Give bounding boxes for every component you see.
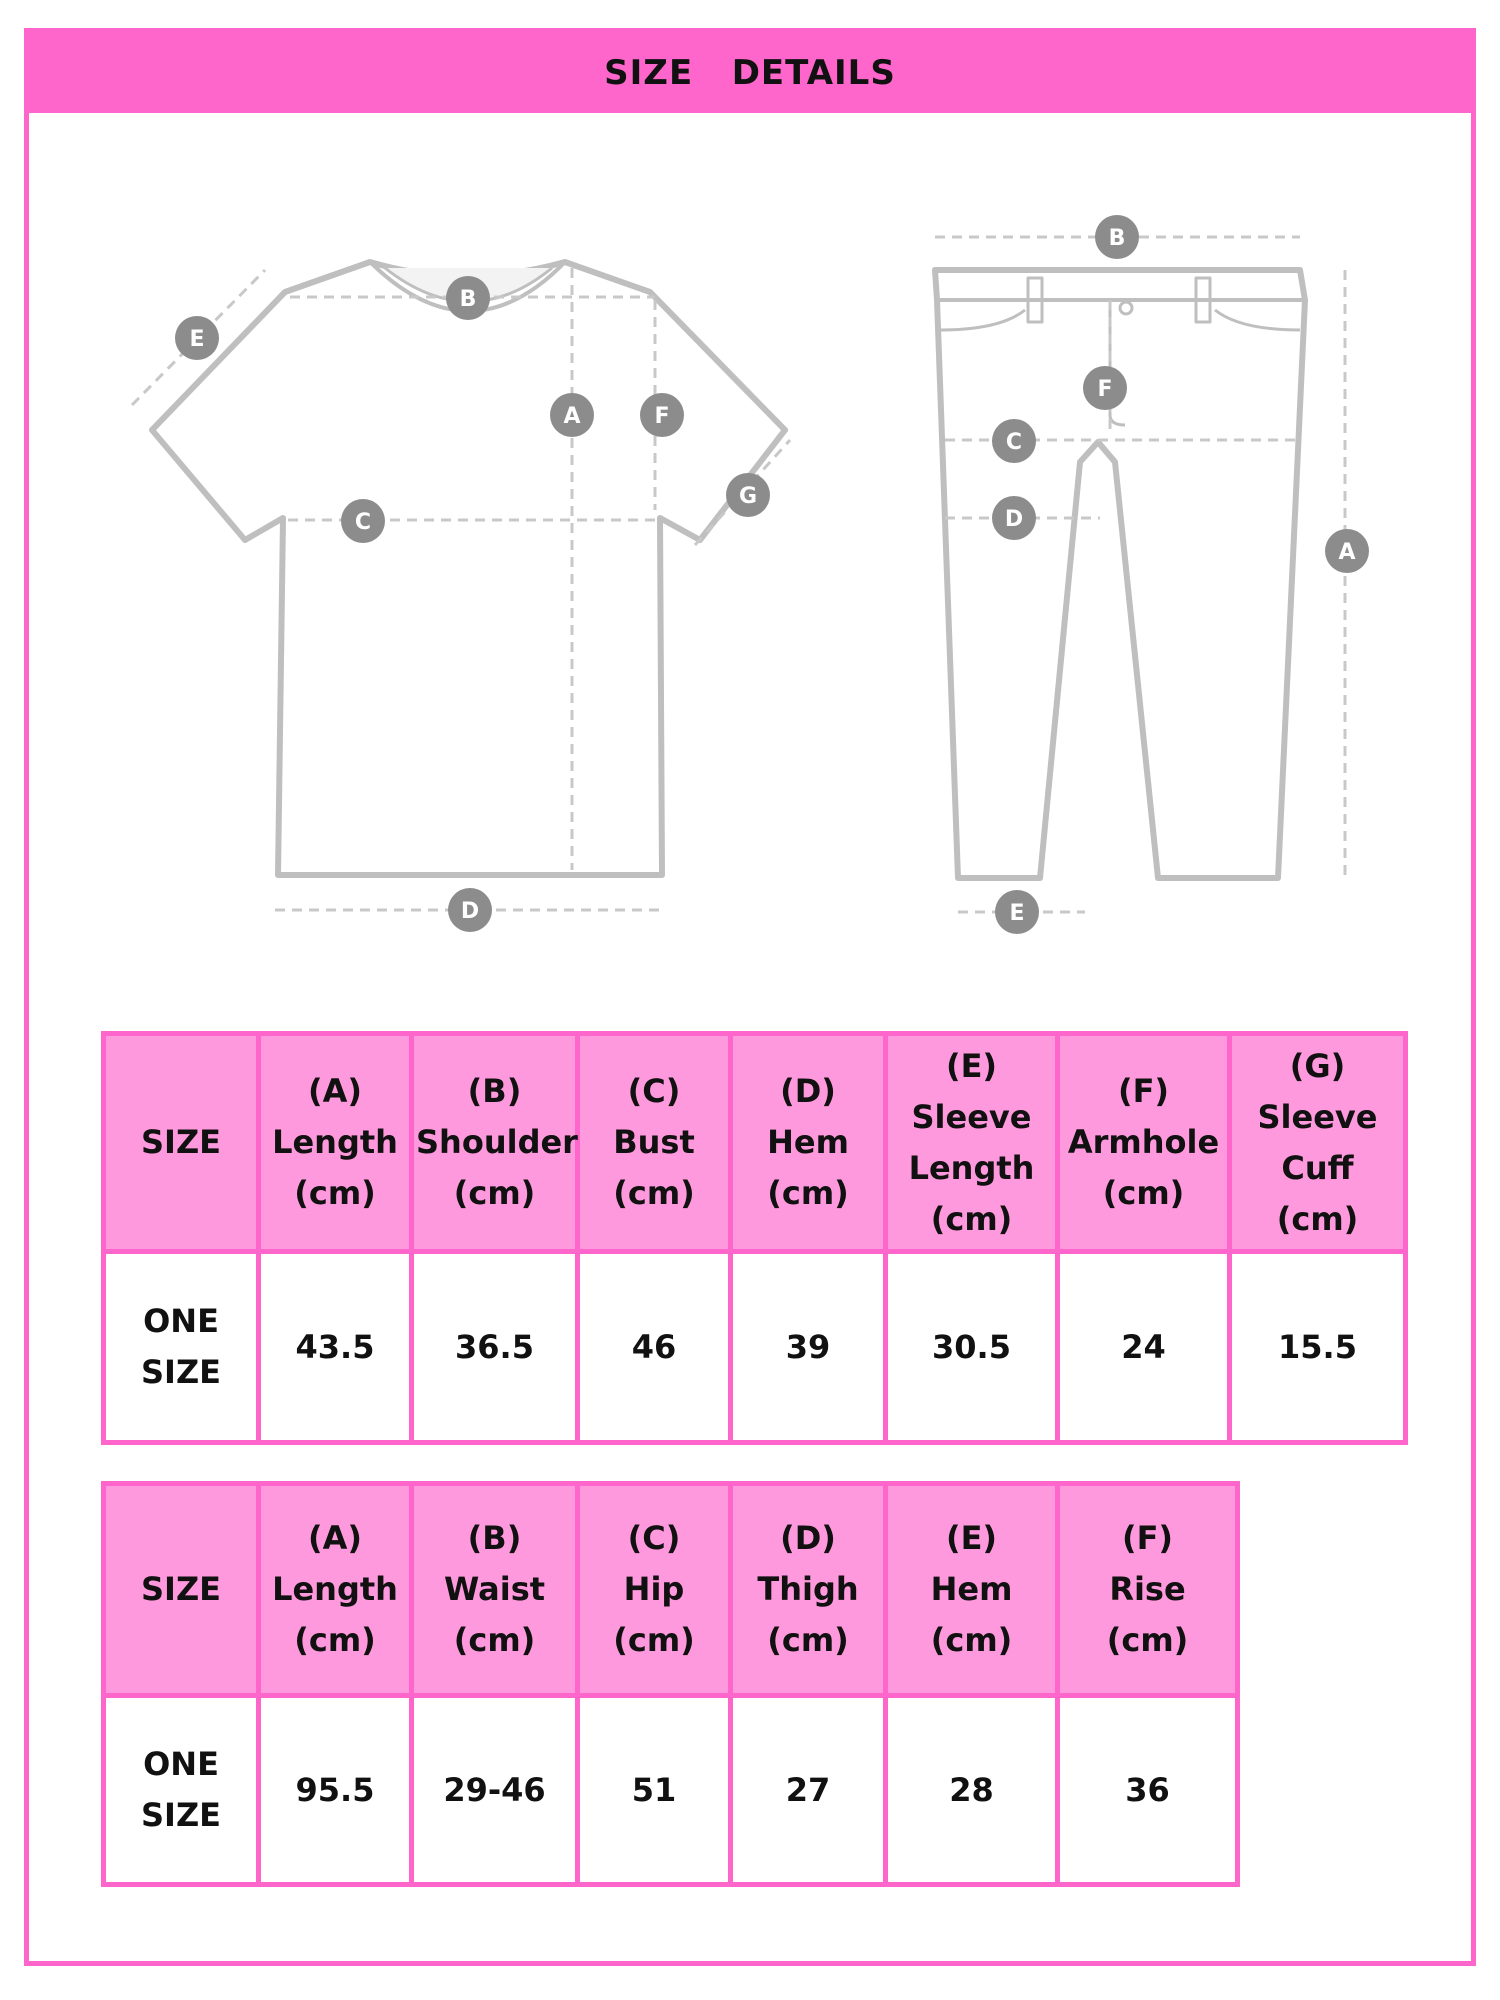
value-cell: 27 (731, 1696, 886, 1885)
tshirt-marker-f: F (654, 404, 670, 429)
header-cell: (D) Thigh (cm) (731, 1484, 886, 1696)
header-cell: (G) Sleeve Cuff (cm) (1230, 1034, 1406, 1252)
pants-marker-f: F (1097, 377, 1113, 402)
header-cell: (E) Sleeve Length (cm) (886, 1034, 1058, 1252)
value-cell: 46 (578, 1252, 731, 1443)
header-cell: SIZE (104, 1034, 259, 1252)
value-cell: 43.5 (259, 1252, 412, 1443)
size-cell: ONE SIZE (104, 1696, 259, 1885)
header-cell: (A) Length (cm) (259, 1034, 412, 1252)
tshirt-size-table (101, 1031, 1408, 1445)
tshirt-marker-c: C (354, 510, 372, 535)
header-cell: (F) Armhole (cm) (1058, 1034, 1230, 1252)
table-row (104, 1696, 1238, 1885)
value-cell: 36.5 (412, 1252, 578, 1443)
tshirt-marker-g: G (738, 484, 758, 509)
value-cell: 39 (731, 1252, 886, 1443)
size-details-title: SIZE DETAILS (29, 33, 1471, 113)
header-cell: (C) Hip (cm) (578, 1484, 731, 1696)
header-cell: (F) Rise (cm) (1058, 1484, 1238, 1696)
pants-marker-a: A (1338, 540, 1356, 565)
header-cell: (D) Hem (cm) (731, 1034, 886, 1252)
value-cell: 30.5 (886, 1252, 1058, 1443)
tshirt-marker-a: A (563, 404, 581, 429)
pants-marker-b: B (1108, 226, 1126, 251)
pants-diagram (935, 270, 1305, 878)
header-cell: (C) Bust (cm) (578, 1034, 731, 1252)
value-cell: 15.5 (1230, 1252, 1406, 1443)
header-cell: (E) Hem (cm) (886, 1484, 1058, 1696)
pants-marker-e: E (1009, 901, 1025, 926)
size-cell: ONE SIZE (104, 1252, 259, 1443)
value-cell: 28 (886, 1696, 1058, 1885)
value-cell: 95.5 (259, 1696, 412, 1885)
table-row (104, 1252, 1406, 1443)
pants-size-table (101, 1481, 1240, 1887)
header-cell: (B) Waist (cm) (412, 1484, 578, 1696)
tshirt-marker-b: B (459, 287, 477, 312)
value-cell: 51 (578, 1696, 731, 1885)
tshirt-marker-d: D (460, 899, 480, 924)
value-cell: 29-46 (412, 1696, 578, 1885)
pants-marker-d: D (1004, 507, 1024, 532)
header-cell: SIZE (104, 1484, 259, 1696)
pants-marker-c: C (1005, 430, 1023, 455)
tshirt-marker-e: E (189, 327, 205, 352)
header-cell: (A) Length (cm) (259, 1484, 412, 1696)
value-cell: 24 (1058, 1252, 1230, 1443)
header-cell: (B) Shoulder (cm) (412, 1034, 578, 1252)
table-header-row (104, 1034, 1406, 1252)
table-header-row (104, 1484, 1238, 1696)
value-cell: 36 (1058, 1696, 1238, 1885)
tshirt-diagram (152, 262, 785, 875)
